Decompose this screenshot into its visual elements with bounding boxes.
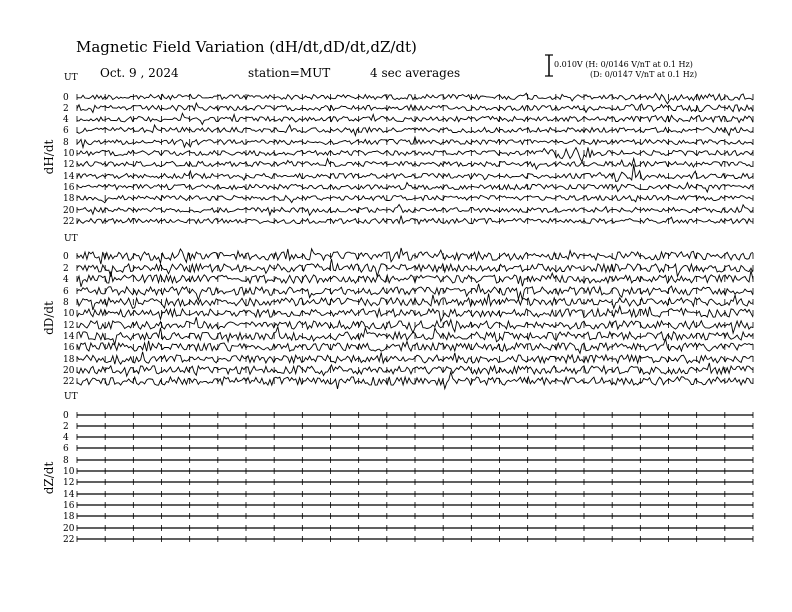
hour-ticks: [77, 356, 753, 362]
hour-label: 18: [63, 194, 75, 204]
hour-label: 10: [63, 309, 75, 319]
time-axis-label: UT: [64, 392, 78, 402]
trace-dD-hour-18: [77, 352, 753, 364]
hour-label: 4: [63, 433, 69, 443]
hour-label: 8: [63, 456, 69, 466]
panel-dH: [42, 73, 753, 227]
chart-title: Magnetic Field Variation (dH/dt,dD/dt,dZ/dt): [76, 38, 417, 56]
hour-label: 22: [63, 217, 75, 227]
panel-ylabel: dZ/dt: [42, 461, 56, 495]
hour-label: 20: [63, 206, 75, 216]
hour-label: 16: [63, 343, 75, 353]
scale-bar-icon: [545, 55, 553, 76]
hour-label: 2: [63, 104, 69, 114]
hour-label: 12: [63, 160, 75, 170]
hour-label: 14: [63, 172, 75, 182]
hour-label: 14: [63, 332, 75, 342]
hour-label: 4: [63, 275, 69, 285]
hour-label: 8: [63, 298, 69, 308]
time-axis-label: UT: [64, 73, 78, 83]
hour-label: 16: [63, 183, 75, 193]
hour-label: 4: [63, 115, 69, 125]
date-label: Oct. 9 , 2024: [100, 66, 179, 80]
hour-label: 20: [63, 524, 75, 534]
hour-label: 16: [63, 501, 75, 511]
hour-label: 0: [63, 93, 69, 103]
averaging-label: 4 sec averages: [370, 66, 461, 80]
scale-label-d: (D: 0/0147 V/nT at 0.1 Hz): [590, 70, 698, 79]
scale-value: 0.010V: [554, 60, 583, 69]
hour-label: 2: [63, 264, 69, 274]
hour-label: 22: [63, 535, 75, 545]
hour-label: 10: [63, 149, 75, 159]
station-label: station=MUT: [248, 66, 331, 80]
panel-ylabel: dD/dt: [42, 301, 56, 335]
time-axis-label: UT: [64, 234, 78, 244]
scale-h-text: (H: 0/0146 V/nT at 0.1 Hz): [585, 60, 693, 69]
hour-label: 18: [63, 512, 75, 522]
hour-label: 8: [63, 138, 69, 148]
panel-ylabel: dH/dt: [42, 139, 56, 175]
panel-dZ: [42, 392, 753, 545]
hour-label: 6: [63, 444, 69, 454]
hour-label: 2: [63, 422, 69, 432]
hour-label: 18: [63, 355, 75, 365]
trace-dH-hour-16: [77, 183, 753, 193]
hour-ticks: [77, 218, 753, 224]
hour-label: 12: [63, 478, 75, 488]
hour-label: 12: [63, 321, 75, 331]
hour-label: 10: [63, 467, 75, 477]
trace-dH-hour-6: [77, 125, 753, 136]
hour-label: 0: [63, 411, 69, 421]
hour-label: 6: [63, 126, 69, 136]
trace-dH-hour-12: [77, 159, 753, 170]
hour-label: 14: [63, 490, 75, 500]
hour-label: 20: [63, 366, 75, 376]
hour-label: 22: [63, 377, 75, 387]
hour-label: 0: [63, 252, 69, 262]
panel-dD: [42, 234, 753, 389]
hour-label: 6: [63, 287, 69, 297]
